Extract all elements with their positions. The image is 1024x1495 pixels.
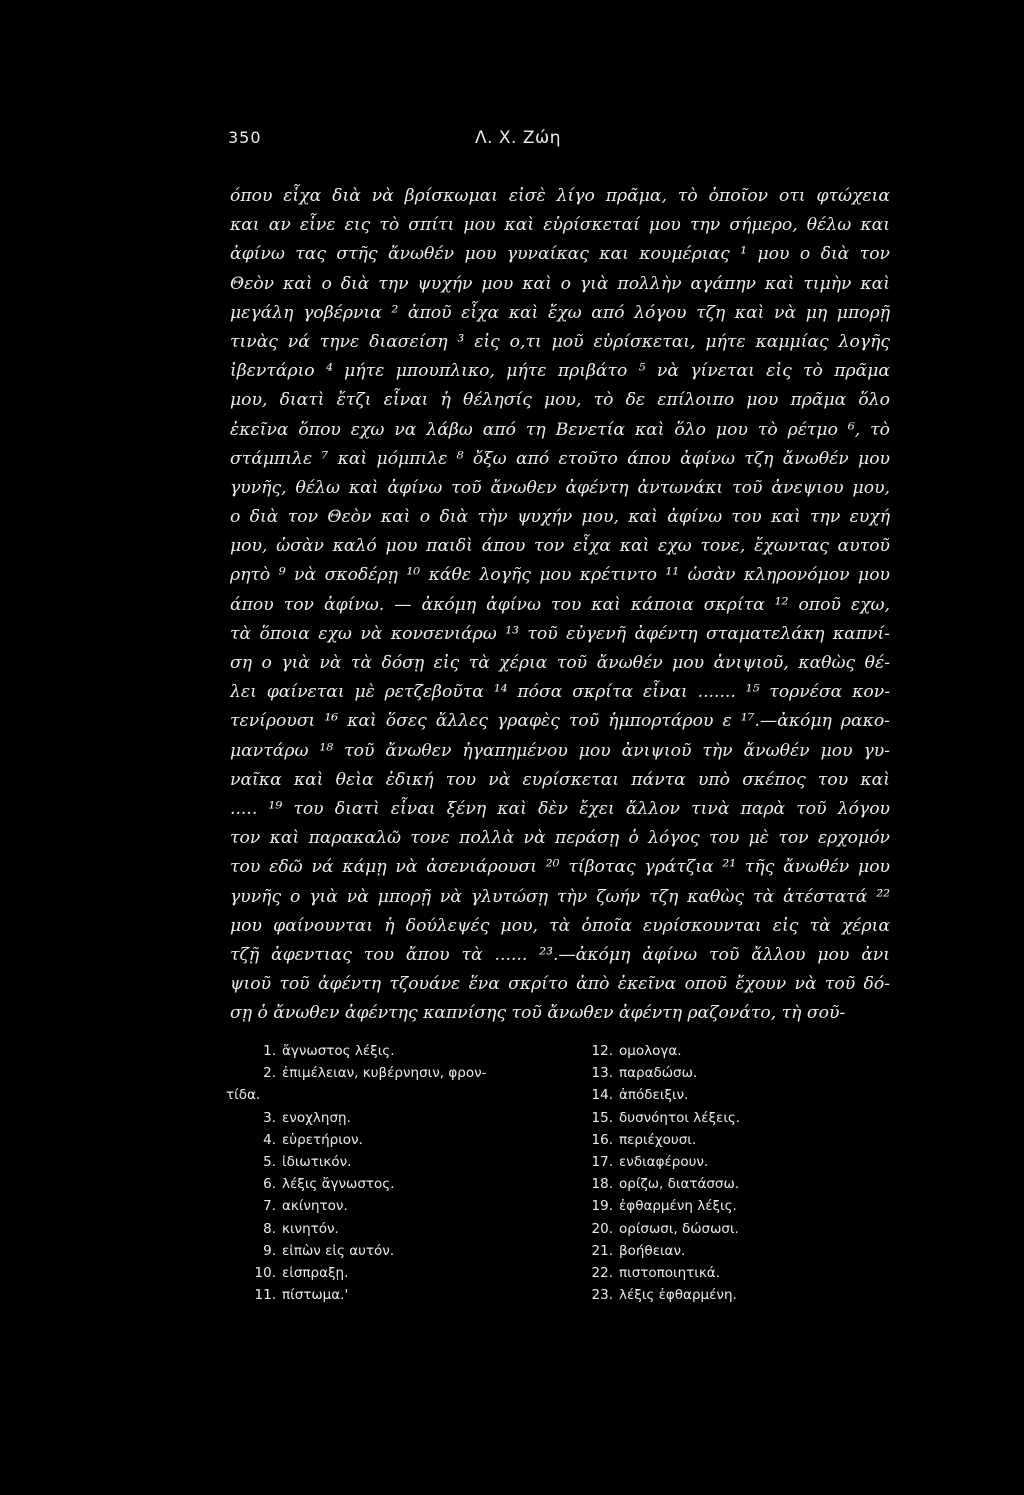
running-head: Λ. Χ. Ζώη	[474, 128, 562, 148]
footnote-text: δυσνόητοι λέξεις.	[619, 1109, 741, 1126]
footnote	[581, 1218, 801, 1240]
footnote-number: 4.	[263, 1131, 276, 1148]
footnote	[581, 1062, 801, 1084]
footnote	[581, 1151, 801, 1173]
text-line: μου φαίνουνται ἡ δούλεψές μου, τὰ ὁποῖα ευρίσκουνται εἰς τὰ χέρια	[230, 915, 890, 936]
text-line: ψιοῦ τοῦ ἀφέντη τζουάνε ἕνα σκρίτο ἀπὸ ἐκεῖνα οποῦ ἔχουν νὰ τοῦ δό-	[230, 974, 890, 995]
text-line: Θεὸν καὶ ο διὰ την ψυχήν μου καὶ ο γιὰ πολλὴν αγάπην καὶ τιμὴν καὶ	[230, 273, 890, 294]
text-line: λει φαίνεται μὲ ρετζεβοῦτα ¹⁴ πόσα σκρίτα εἶναι ....... ¹⁵ τορνέσα κον-	[230, 682, 890, 703]
footnote-text: ἐπιμέλειαν, κυβέρνησιν, φρον-	[282, 1065, 487, 1082]
footnote-text: ἄγνωστος λέξις.	[282, 1043, 395, 1059]
footnote	[581, 1173, 801, 1195]
footnote	[226, 1195, 546, 1217]
footnote-text: πίστωμα.'	[282, 1287, 349, 1304]
text-line: ἰβεντάριο ⁴ μήτε μπουπλικο, μήτε πριβάτο ⁵ νὰ γίνεται εἰς τὸ πρᾶμα	[230, 361, 890, 382]
footnote-text: παραδώσω.	[619, 1065, 698, 1082]
text-line: ναῖκα καὶ θεὶα ἐδική του νὰ ευρίσκεται πάντα υπὸ σκέπος του καὶ	[230, 769, 890, 790]
footnote-number: 18.	[591, 1176, 613, 1193]
footnote-text: εἰπὼν εἰς αυτόν.	[282, 1242, 395, 1259]
text-line: σῃ ὁ ἄνωθεν ἀφέντης καπνίσης τοῦ ἄνωθεν ἀφέντη ραζονάτο, τὴ σοῦ-	[230, 1003, 846, 1024]
text-line: ἐκεῖνα ὅπου εχω να λάβω από τη Βενετία καὶ ὅλο μου τὸ ρέτμο ⁶, τὸ	[230, 419, 890, 440]
footnote-text: ενοχλησῃ.	[282, 1109, 351, 1126]
footnote-text: κινητόν.	[282, 1220, 339, 1237]
footnote	[581, 1040, 801, 1062]
footnote	[226, 1129, 546, 1151]
text-line: τινὰς νά τηνε διασείση ³ εἰς ο,τι μοῦ εὑρίσκεται, μήτε καμμίας λογῆς	[230, 331, 890, 352]
footnote	[581, 1262, 801, 1284]
text-line: ἀφίνω τας στῆς ἄνωθέν μου γυναίκας και κουμέριας ¹ μου ο διὰ τον	[230, 244, 890, 265]
footnote-number: 8.	[263, 1220, 276, 1237]
footnote	[226, 1107, 546, 1129]
footnote	[581, 1284, 801, 1306]
footnote-text: ορίζω, διατάσσω.	[619, 1176, 740, 1193]
footnote-number: 23.	[591, 1287, 613, 1304]
footnote-text: ομολογα.	[619, 1043, 682, 1059]
footnote-text: ἰδιωτικόν.	[282, 1153, 352, 1170]
footnote	[581, 1107, 801, 1129]
footnotes-left-column	[226, 1040, 546, 1306]
footnote	[226, 1151, 546, 1173]
footnote	[226, 1240, 546, 1262]
footnote-number: 11.	[254, 1287, 276, 1304]
footnote-text: ακίνητον.	[282, 1198, 348, 1215]
text-line: μαντάρω ¹⁸ τοῦ ἄνωθεν ἠγαπημένου μου ἀνιψιοῦ τὴν ἄνωθέν μου γυ-	[230, 740, 890, 761]
footnote	[226, 1262, 546, 1284]
footnote-text: λέξις ἄγνωστος.	[282, 1176, 395, 1193]
footnote-number: 6.	[263, 1176, 276, 1193]
text-line: ο διὰ τον Θεὸν καὶ ο διὰ τὴν ψυχήν μου, καὶ ἀφίνω του καὶ την ευχή	[230, 507, 890, 528]
text-line: τον καὶ παρακαλῶ τονε πολλὰ νὰ περάσῃ ὁ λόγος του μὲ τον ερχομόν	[230, 828, 890, 849]
footnote	[226, 1062, 546, 1084]
footnote-number: 3.	[263, 1109, 276, 1126]
footnote	[226, 1218, 546, 1240]
footnote-number: 2.	[263, 1065, 276, 1082]
footnote-text: ἐφθαρμένη λέξις.	[619, 1198, 737, 1215]
footnote-text: περιέχουσι.	[619, 1131, 697, 1148]
footnote-number: 13.	[591, 1065, 613, 1082]
footnote-number: 20.	[591, 1220, 613, 1237]
footnote	[226, 1084, 546, 1106]
text-line: μου, ὡσὰν καλό μου παιδὶ άπου τον εἶχα καὶ εχω τονε, ἔχωντας αυτοῦ	[230, 536, 890, 557]
text-line: μου, διατὶ ἔτζι εἶναι ἡ θέλησίς μου, τὸ δε επίλοιπο μου πρᾶμα ὅλο	[230, 390, 890, 411]
text-line: μεγάλη γοβέρνια ² ἀποῦ εἶχα καὶ ἔχω από λόγου τζη καὶ νὰ μη μπορῇ	[230, 302, 890, 323]
footnote-text: πιστοποιητικά.	[619, 1264, 720, 1281]
footnote-text: τίδα.	[226, 1087, 261, 1104]
footnote	[581, 1195, 801, 1217]
footnote	[226, 1040, 546, 1062]
footnotes	[226, 1040, 786, 1440]
text-line: τὰ ὅποια εχω νὰ κονσενιάρω ¹³ τοῦ εὐγενῆ ἀφέντη σταματελάκη καπνί-	[230, 623, 890, 644]
footnote-text: ορίσωσι, δώσωσι.	[619, 1220, 739, 1237]
text-line: ..... ¹⁹ του διατὶ εἶναι ξένη καὶ δὲν ἔχει ἄλλον τινὰ παρὰ τοῦ λόγου	[230, 798, 890, 819]
footnote	[581, 1129, 801, 1151]
footnote-number: 14.	[591, 1087, 613, 1104]
text-line: τενίρουσι ¹⁶ καὶ ὅσες ἄλλες γραφὲς τοῦ ἡμπορτάρου ε ¹⁷.—ἀκόμη ρακο-	[230, 711, 890, 732]
footnote-text: εἰσπραξῃ.	[282, 1264, 349, 1281]
footnote	[581, 1240, 801, 1262]
text-line: στάμπιλε ⁷ καὶ μόμπιλε ⁸ ὄξω από ετοῦτο άπου ἀφίνω τζη ἄνωθέν μου	[230, 448, 890, 469]
text-line: τζῇ ἀφεντιας του ἄπου τὰ ...... ²³.—ἀκόμη ἀφίνω τοῦ ἄλλου μου ἀνι	[230, 944, 890, 965]
footnote-number: 12.	[591, 1043, 613, 1059]
footnote	[226, 1284, 546, 1306]
footnote-number: 5.	[263, 1153, 276, 1170]
text-line: ση ο γιὰ νὰ τὰ δόσῃ εἰς τὰ χέρια τοῦ ἄνωθέν μου ἀνιψιοῦ, καθὼς θέ-	[230, 653, 890, 673]
page-number: 350	[228, 128, 262, 147]
footnote	[226, 1173, 546, 1195]
text-line: γυνῆς, θέλω καὶ ἀφίνω τοῦ ἄνωθεν ἀφέντη ἀντωνάκι τοῦ ἀνεψιου μου,	[230, 477, 890, 498]
footnote-number: 21.	[591, 1242, 613, 1259]
footnote-number: 10.	[254, 1264, 276, 1281]
footnote-number: 17.	[591, 1153, 613, 1170]
text-line: του εδῶ νά κάμῃ νὰ ἀσενιάρουσι ²⁰ τίβοτας γράτζια ²¹ τῆς ἄνωθέν μου	[230, 857, 890, 878]
footnote-number: 7.	[263, 1198, 276, 1215]
footnote-number: 1.	[263, 1043, 276, 1059]
text-line: και αν εἶνε εις τὸ σπίτι μου καὶ εὑρίσκεταί μου την σήμερο, θέλω και	[230, 215, 890, 236]
footnote-text: λέξις ἐφθαρμένη.	[619, 1287, 737, 1304]
text-line: γυνῆς ο γιὰ νὰ μπορῇ νὰ γλυτώσῃ τὴν ζωήν τζη καθὼς τὰ ἀτέστατά ²²	[230, 886, 890, 907]
text-line: όπου εἶχα διὰ νὰ βρίσκωμαι εἰσὲ λίγο πρᾶμα, τὸ ὁποῖον οτι φτώχεια	[230, 186, 890, 206]
footnote-text: ἀπόδειξιν.	[619, 1087, 689, 1104]
footnote-number: 9.	[263, 1242, 276, 1259]
footnote-number: 15.	[591, 1109, 613, 1126]
footnote-text: ενδιαφέρουν.	[619, 1153, 709, 1170]
footnotes-right-column	[581, 1040, 801, 1306]
body-text	[230, 182, 890, 1028]
footnote-number: 16.	[591, 1131, 613, 1148]
footnote	[581, 1084, 801, 1106]
text-line: ρητὸ ⁹ νὰ σκοδέρῃ ¹⁰ κάθε λογῆς μου κρέτιντο ¹¹ ὡσὰν κληρονόμον μου	[230, 565, 890, 586]
footnote-text: εὑρετήριον.	[282, 1131, 363, 1148]
footnote-text: βοήθειαν.	[619, 1242, 686, 1259]
footnote-number: 19.	[591, 1198, 613, 1215]
page-header	[228, 128, 808, 152]
footnote-number: 22.	[591, 1264, 613, 1281]
text-line: άπου τον ἀφίνω. — ἀκόμη ἀφίνω του καὶ κάποια σκρίτα ¹² οποῦ εχω,	[230, 594, 890, 615]
